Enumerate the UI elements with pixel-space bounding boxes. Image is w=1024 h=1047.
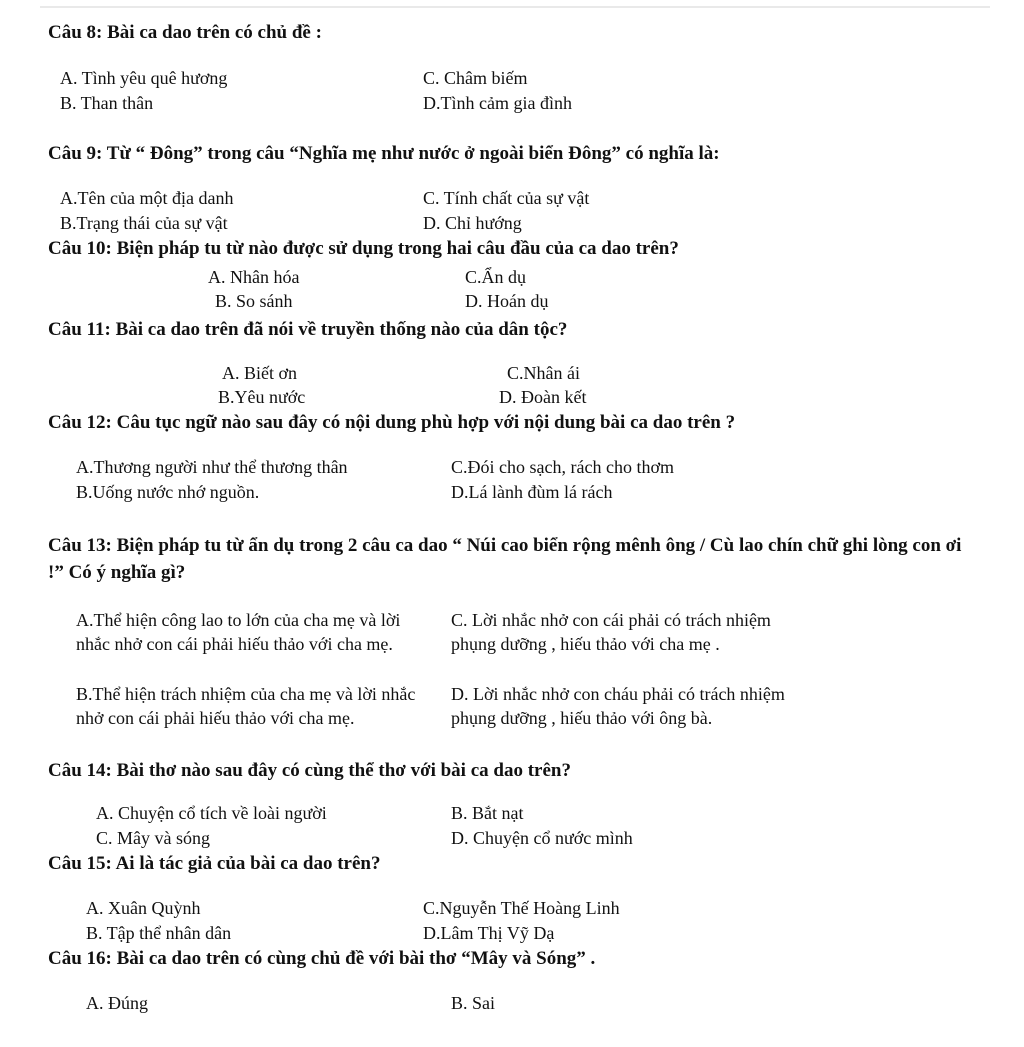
q12-option-c: C.Đói cho sạch, rách cho thơm bbox=[451, 457, 674, 477]
q11-option-b: B.Yêu nước bbox=[218, 387, 306, 407]
q15-option-a: A. Xuân Quỳnh bbox=[86, 898, 201, 918]
question-15: Câu 15: Ai là tác giả của bài ca dao trên? bbox=[48, 853, 381, 874]
question-12: Câu 12: Câu tục ngữ nào sau đây có nội dung phù hợp với nội dung bài ca dao trên ? bbox=[48, 412, 736, 433]
q12-option-a: A.Thương người như thể thương thân bbox=[76, 457, 348, 477]
q15-option-c: C.Nguyễn Thế Hoàng Linh bbox=[423, 898, 620, 918]
q14-option-a: A. Chuyện cổ tích về loài người bbox=[96, 803, 327, 823]
question-8: Câu 8: Bài ca dao trên có chủ đề : bbox=[48, 22, 322, 43]
q11-option-a: A. Biết ơn bbox=[222, 363, 298, 383]
question-16: Câu 16: Bài ca dao trên có cùng chủ đề với bài thơ “Mây và Sóng” . bbox=[48, 948, 596, 969]
q16-option-a: A. Đúng bbox=[86, 993, 148, 1013]
q8-option-a: A. Tình yêu quê hương bbox=[60, 68, 228, 88]
question-9: Câu 9: Từ “ Đông” trong câu “Nghĩa mẹ như nước ở ngoài biển Đông” có nghĩa là: bbox=[48, 143, 720, 164]
q11-option-d: D. Đoàn kết bbox=[499, 387, 587, 407]
q9-option-d: D. Chỉ hướng bbox=[423, 213, 522, 233]
q10-option-c: C.Ẩn dụ bbox=[465, 267, 527, 287]
q13-option-b: B.Thể hiện trách nhiệm của cha mẹ và lời nhắc nhở con cái phải hiếu thảo với cha mẹ. bbox=[76, 684, 416, 728]
q8-option-d: D.Tình cảm gia đình bbox=[423, 93, 572, 113]
question-10: Câu 10: Biện pháp tu từ nào được sử dụng trong hai câu đầu của ca dao trên? bbox=[48, 238, 679, 259]
q15-option-b: B. Tập thể nhân dân bbox=[86, 923, 232, 943]
question-13: Câu 13: Biện pháp tu từ ẩn dụ trong 2 câu ca dao “ Núi cao biển rộng mênh ông / Cù lao chín chữ ghi lòng con ơi !” Có ý nghĩa gì? bbox=[48, 535, 962, 583]
q9-option-c: C. Tính chất của sự vật bbox=[423, 188, 590, 208]
question-11: Câu 11: Bài ca dao trên đã nói về truyền thống nào của dân tộc? bbox=[48, 319, 568, 340]
q14-option-d: D. Chuyện cổ nước mình bbox=[451, 828, 633, 848]
q13-option-a: A.Thể hiện công lao to lớn của cha mẹ và lời nhắc nhở con cái phải hiếu thảo với cha mẹ. bbox=[76, 610, 401, 654]
q10-option-b: B. So sánh bbox=[215, 291, 293, 311]
q12-option-b: B.Uống nước nhớ nguồn. bbox=[76, 482, 260, 502]
q12-option-d: D.Lá lành đùm lá rách bbox=[451, 482, 613, 502]
q10-option-a: A. Nhân hóa bbox=[208, 267, 300, 287]
q9-option-b: B.Trạng thái của sự vật bbox=[60, 213, 228, 233]
q13-option-c: C. Lời nhắc nhở con cái phải có trách nhiệm phụng dưỡng , hiếu thảo với cha mẹ . bbox=[451, 610, 771, 654]
q11-option-c: C.Nhân ái bbox=[507, 363, 580, 383]
question-14: Câu 14: Bài thơ nào sau đây có cùng thể thơ với bài ca dao trên? bbox=[48, 760, 571, 781]
q15-option-d: D.Lâm Thị Vỹ Dạ bbox=[423, 923, 555, 943]
q13-option-d: D. Lời nhắc nhở con cháu phải có trách nhiệm phụng dưỡng , hiếu thảo với ông bà. bbox=[451, 684, 785, 728]
top-divider bbox=[40, 6, 990, 8]
q14-option-c: C. Mây và sóng bbox=[96, 828, 210, 848]
q16-option-b: B. Sai bbox=[451, 993, 496, 1013]
q8-option-c: C. Châm biếm bbox=[423, 68, 528, 88]
q14-option-b: B. Bắt nạt bbox=[451, 803, 524, 823]
q8-option-b: B. Than thân bbox=[60, 93, 154, 113]
q10-option-d: D. Hoán dụ bbox=[465, 291, 549, 311]
q9-option-a: A.Tên của một địa danh bbox=[60, 188, 234, 208]
